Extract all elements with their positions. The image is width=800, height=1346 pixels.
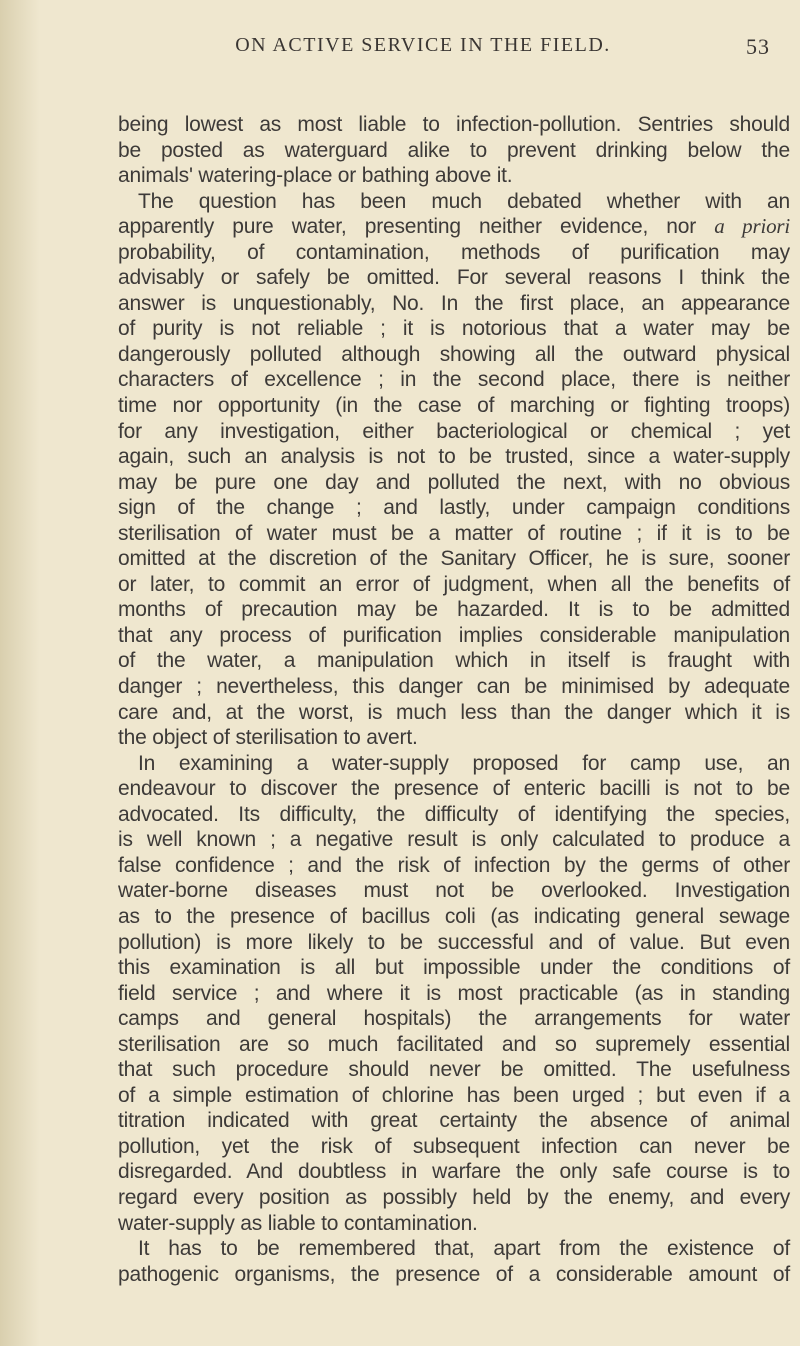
text-line [118,1185,790,1211]
text-line-content: months of precaution may be hazarded. It is to be admitted [118,598,790,622]
text-line-content: The question has been much debated whether with an [138,189,790,213]
page-number: 53 [746,34,770,59]
text-line [118,1032,790,1058]
text-line-content: advisably or safely be omitted. For several reasons I think the [118,266,790,290]
text-line-content: field service ; and where it is most practicable (as in standing [118,981,790,1005]
text-line [118,827,790,853]
text-line [118,240,790,266]
text-line-content: danger ; nevertheless, this danger can be minimised by adequate [118,675,790,699]
text-line-content: sterilisation are so much facilitated and so supremely essential [118,1032,790,1056]
text-line [118,444,790,470]
text-line [118,342,790,368]
text-line-content: answer is unquestionably, No. In the first place, an appearance [118,291,790,315]
text-line [118,291,790,317]
text-line [118,546,790,572]
text-line-content: dangerously polluted although showing all the outward physical [118,342,790,366]
text-line-content: of the water, a manipulation which in itself is fraught with [118,649,790,673]
text-line-content: false confidence ; and the risk of infection by the germs of other [118,853,790,877]
text-line-content: as to the presence of bacillus coli (as indicating general sewage [118,904,790,928]
text-line-content: that such procedure should never be omitted. The usefulness [118,1058,790,1082]
text-line-content: pathogenic organisms, the presence of a considerable amount of [118,1262,790,1286]
text-line-content: being lowest as most liable to infection-pollution. Sentries should [118,113,790,136]
text-line-content: time nor opportunity (in the case of marching or fighting troops) [118,394,790,418]
text-line [118,1262,790,1288]
text-line [118,981,790,1007]
text-line [118,623,790,649]
page-edge-shadow [0,0,40,1346]
text-line [118,419,790,445]
text-line [118,700,790,726]
text-line [118,955,790,981]
text-line [118,138,790,164]
text-line [118,1083,790,1109]
text-line [118,1236,790,1262]
page-header [136,34,770,64]
text-line [118,597,790,623]
text-line-content: advocated. Its difficulty, the difficulty of identifying the species, [118,802,790,826]
text-line-content: sterilisation of water must be a matter of routine ; if it is to be [118,521,790,545]
text-line [118,751,790,777]
text-line [118,214,790,240]
text-line [118,1134,790,1160]
text-line-content: apparently pure water, presenting neither evidence, nor [118,215,715,239]
text-line [118,1159,790,1185]
text-line-content: regard every position as possibly held by the enemy, and every [118,1185,790,1209]
text-line [118,1211,790,1237]
text-line [118,904,790,930]
text-line-content: sign of the change ; and lastly, under campaign conditions [118,496,790,520]
text-line-content: or later, to commit an error of judgment, when all the benefits of [118,572,790,596]
text-line [118,265,790,291]
running-title: ON ACTIVE SERVICE IN THE FIELD. [235,34,611,56]
text-line-content: endeavour to discover the presence of enteric bacilli is not to be [118,777,790,801]
text-line-content: It has to be remembered that, apart from the existence of [138,1237,790,1261]
text-line [118,393,790,419]
text-line-content: camps and general hospitals) the arrangements for water [118,1007,790,1031]
text-line [118,776,790,802]
text-line [118,572,790,598]
body-text [118,112,790,1287]
text-line [118,495,790,521]
text-line-content: water-borne diseases must not be overlooked. Investigation [118,879,790,903]
text-line-content: water-supply as liable to contamination. [118,1211,478,1235]
text-line-content: this examination is all but impossible under the conditions of [118,956,790,980]
text-line-content: omitted at the discretion of the Sanitary Officer, he is sure, sooner [118,547,790,571]
text-line-content: animals' watering-place or bathing above it. [118,164,513,188]
text-line-content: In examining a water-supply proposed for camp use, an [138,751,790,775]
text-line-content: again, such an analysis is not to be trusted, since a water-supply [118,445,790,469]
italic-phrase: a priori [714,214,790,239]
text-line-content: pollution) is more likely to be successful and of value. But even [118,930,790,954]
text-line [118,112,790,138]
text-line [118,470,790,496]
text-line-content: be posted as waterguard alike to prevent drinking below the [118,138,790,162]
text-line-content: characters of excellence ; in the second place, there is neither [118,368,790,392]
text-line [118,189,790,215]
text-line-content: may be pure one day and polluted the next, with no obvious [118,470,790,494]
text-line [118,725,790,751]
text-line [118,878,790,904]
text-line-content: pollution, yet the risk of subsequent infection can never be [118,1134,790,1158]
text-line [118,1057,790,1083]
text-line [118,930,790,956]
text-line [118,163,790,189]
text-line-content: of a simple estimation of chlorine has been urged ; but even if a [118,1083,790,1107]
text-line [118,853,790,879]
text-line-content: is well known ; a negative result is only calculated to produce a [118,828,790,852]
text-line-content: titration indicated with great certainty the absence of animal [118,1109,790,1133]
text-line [118,648,790,674]
text-line [118,367,790,393]
text-line-content: of purity is not reliable ; it is notorious that a water may be [118,317,790,341]
text-line-content: probability, of contamination, methods of purification may [118,240,790,264]
text-line [118,316,790,342]
text-line-content: disregarded. And doubtless in warfare the only safe course is to [118,1160,790,1184]
text-line [118,1006,790,1032]
text-line-content: care and, at the worst, is much less than the danger which it is [118,700,790,724]
text-line [118,802,790,828]
text-line [118,521,790,547]
text-line [118,1108,790,1134]
text-line-content: the object of sterilisation to avert. [118,726,418,750]
text-line-content: that any process of purification implies considerable manipulation [118,623,790,647]
text-line-content: for any investigation, either bacteriological or chemical ; yet [118,419,790,443]
text-line [118,674,790,700]
